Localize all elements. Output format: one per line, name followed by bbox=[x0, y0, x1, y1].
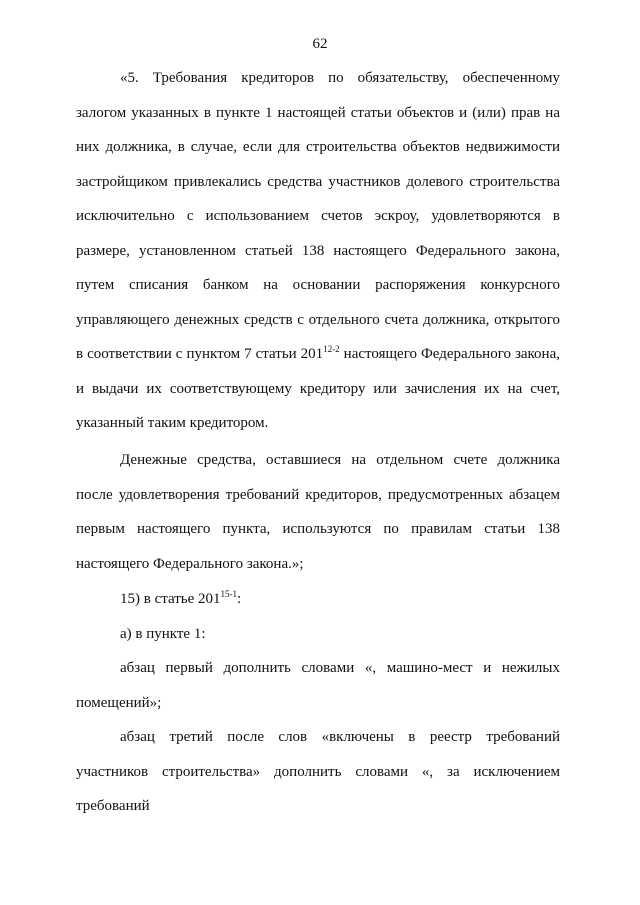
document-body-4 bbox=[76, 617, 560, 652]
document-body-6 bbox=[76, 720, 560, 824]
page-number: 62 bbox=[312, 36, 328, 52]
superscript-article: 15-1 bbox=[220, 589, 238, 599]
paragraph-text: 15) в статье 201 bbox=[120, 591, 221, 607]
paragraph-text-continued: : bbox=[237, 591, 242, 607]
document-body-2 bbox=[76, 443, 560, 581]
document-body-5 bbox=[76, 651, 560, 720]
paragraph-third-abzac: абзац третий после слов «включены в реестр требований участников строительства» дополнить словами «, за исключением требований bbox=[76, 729, 560, 814]
paragraph-text-continued: настоящего Федерального закона, и выдачи их соответствующему кредитору или зачисления их на счет, указанный таким кредитором. bbox=[76, 346, 560, 431]
paragraph-first-abzac: абзац первый дополнить словами «, машино-мест и нежилых помещений»; bbox=[76, 660, 560, 711]
paragraph-remaining-funds: Денежные средства, оставшиеся на отдельном счете должника после удовлетворения требований кредиторов, предусмотренных абзацем первым настоящего пункта, используются по правилам статьи 138 настоящего Федерального закона.»; bbox=[76, 452, 560, 572]
document-body-3 bbox=[76, 582, 560, 617]
paragraph-claims-escrow bbox=[76, 61, 560, 441]
superscript-article: 12-2 bbox=[323, 344, 340, 354]
paragraph-point-one: а) в пункте 1: bbox=[120, 626, 206, 642]
paragraph-text: «5. Требования кредиторов по обязательству, обеспеченному залогом указанных в пункте 1 настоящей статьи объектов и (или) прав на них должника, в случае, если для строительства объектов недвижимости застройщиком привлекались средства участников долевого строительства исключительно с использованием счетов эскроу, удовлетворяются в размере, установленном статьей 138 настоящего Федерального закона, путем списания банком на основании распоряжения конкурсного управляющего денежных средств с отдельного счета должника, открытого в соответствии с пунктом 7 статьи 201 bbox=[76, 70, 560, 362]
paragraph-article-amendment bbox=[76, 582, 560, 617]
document-body bbox=[76, 61, 560, 441]
